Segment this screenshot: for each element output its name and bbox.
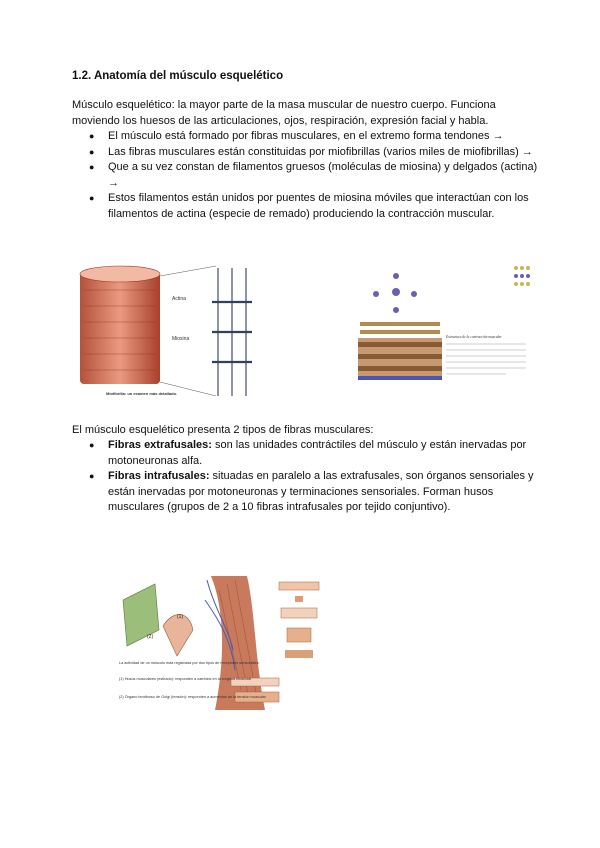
section-title: 1.2. Anatomía del músculo esquelético: [72, 70, 284, 82]
list-item-term: Fibras extrafusales:: [108, 439, 212, 451]
muscle-spindle-figure: [115, 570, 327, 716]
myofibril-illustration: [76, 262, 276, 402]
contraction-figure: [356, 262, 532, 400]
muscle-spindle-illustration: [115, 570, 327, 716]
figure3-caption-line-3: (2) Órgano tendinoso de Golgi (tensión): responden a aumentos de la tensión muscular: [119, 695, 266, 699]
marker-1: (1): [177, 614, 184, 620]
figure3-caption-line-2: (1) Husos musculares (estirado): responden a cambios en la longitud muscular: [119, 677, 252, 681]
contraction-illustration: [356, 262, 532, 400]
fiber-types-list: [72, 438, 542, 516]
list-item-text: son las unidades contráctiles del músculo y están inervadas por motoneuronas alfa.: [108, 439, 527, 467]
list-item: ● Que a su vez constan de filamentos gruesos (moléculas de miosina) y delgados (actina) →: [72, 160, 542, 191]
muscle-structure-list: [72, 129, 542, 222]
list-item: [72, 438, 542, 469]
fibers-intro: El músculo esquelético presenta 2 tipos de fibras musculares:: [72, 424, 374, 436]
figure1-caption: Miofibrilla: un examen más detallado.: [106, 391, 178, 396]
list-item: ● Las fibras musculares están constituidas por miofibrillas (varios miles de miofibrillas) →: [72, 145, 542, 161]
marker-2: (2): [147, 634, 154, 640]
actin-label: Actina: [172, 296, 186, 302]
myofibril-figure: [76, 262, 276, 402]
myosin-label: Miosina: [172, 336, 190, 342]
figure2-caption: Estructura de la contracción muscular: [446, 335, 502, 339]
intro-paragraph: Músculo esquelético: la mayor parte de la masa muscular de nuestro cuerpo. Funciona moviendo los huesos de las articulaciones, ojos, respiración, expresión facial y habla.: [72, 99, 496, 127]
list-item: [72, 469, 542, 516]
figure3-caption-line-1: La actividad de un músculo está registrada por dos tipos de receptores sensoriales:: [119, 661, 260, 665]
list-item-text: situadas en paralelo a las extrafusales, son órganos sensoriales y están inervadas por motoneuronas y terminaciones sensoriales. Forman husos musculares (grupos de 2 a 10 fibras intrafusales por tejido conjuntivo).: [108, 470, 534, 513]
list-item-term: Fibras intrafusales:: [108, 470, 210, 482]
list-item: ● El músculo está formado por fibras musculares, en el extremo forma tendones →: [72, 129, 542, 145]
list-item: ● Estos filamentos están unidos por puentes de miosina móviles que interactúan con los filamentos de actina (especie de remado) produciendo la contracción muscular.: [72, 191, 542, 222]
